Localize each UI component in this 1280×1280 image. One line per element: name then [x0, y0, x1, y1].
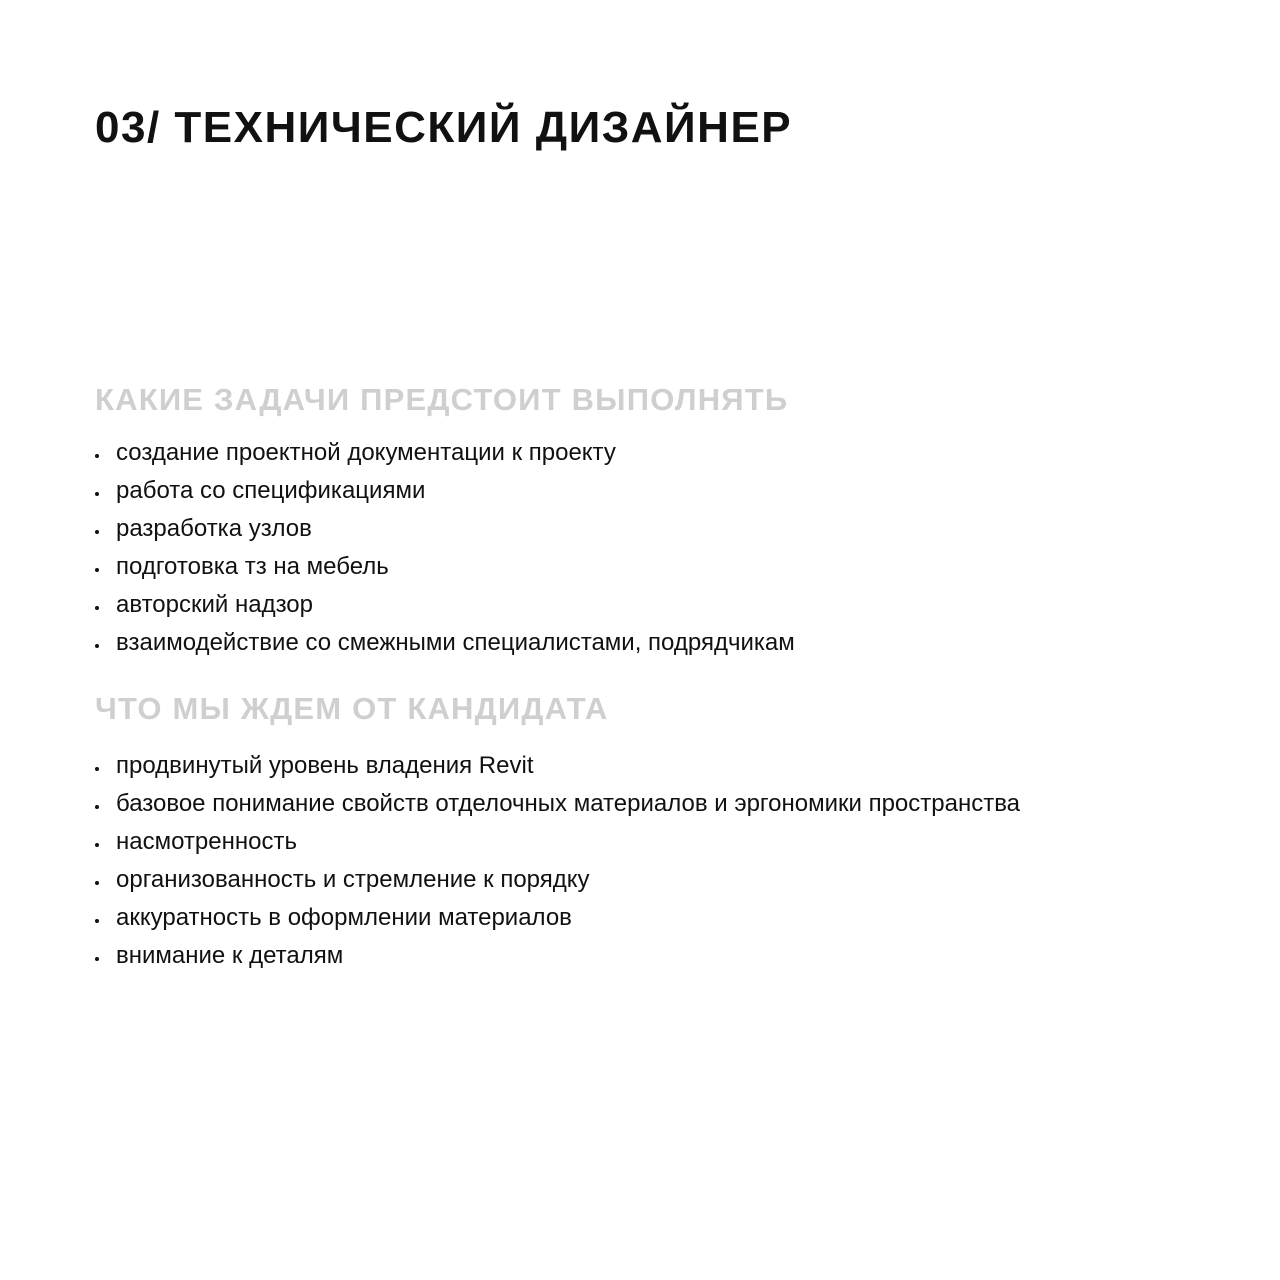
requirements-heading: ЧТО МЫ ЖДЕМ ОТ КАНДИДАТА — [95, 691, 609, 726]
tasks-section — [95, 380, 795, 662]
bullet-icon — [95, 454, 99, 458]
list-item — [95, 434, 795, 472]
bullet-icon — [95, 530, 99, 534]
list-item — [95, 823, 1020, 861]
tasks-list — [95, 434, 795, 662]
requirements-list — [95, 747, 1020, 975]
list-item — [95, 937, 1020, 975]
list-item-text: продвинутый уровень владения Revit — [116, 752, 534, 779]
bullet-icon — [95, 805, 99, 809]
bullet-icon — [95, 568, 99, 572]
tasks-heading: КАКИЕ ЗАДАЧИ ПРЕДСТОИТ ВЫПОЛНЯТЬ — [95, 382, 789, 417]
list-item-text: аккуратность в оформлении материалов — [116, 904, 572, 931]
list-item-text: организованность и стремление к порядку — [116, 866, 590, 893]
list-item-text: взаимодействие со смежными специалистами, подрядчикам — [116, 629, 795, 656]
bullet-icon — [95, 606, 99, 610]
page-title: 03/ ТЕХНИЧЕСКИЙ ДИЗАЙНЕР — [95, 103, 793, 152]
list-item-text: создание проектной документации к проекту — [116, 439, 616, 466]
list-item-text: подготовка тз на мебель — [116, 553, 389, 580]
requirements-section — [95, 689, 1020, 975]
bullet-icon — [95, 644, 99, 648]
bullet-icon — [95, 919, 99, 923]
list-item — [95, 861, 1020, 899]
list-item-text: базовое понимание свойств отделочных материалов и эргономики пространства — [116, 790, 1021, 817]
bullet-icon — [95, 957, 99, 961]
list-item-text: внимание к деталям — [116, 942, 344, 969]
bullet-icon — [95, 881, 99, 885]
list-item — [95, 785, 1020, 823]
list-item-text: авторский надзор — [116, 591, 314, 618]
bullet-icon — [95, 492, 99, 496]
bullet-icon — [95, 767, 99, 771]
list-item — [95, 624, 795, 662]
list-item — [95, 747, 1020, 785]
list-item — [95, 899, 1020, 937]
list-item-text: работа со спецификациями — [116, 477, 426, 504]
list-item — [95, 510, 795, 548]
list-item-text: насмотренность — [116, 828, 297, 855]
bullet-icon — [95, 843, 99, 847]
list-item — [95, 586, 795, 624]
list-item — [95, 472, 795, 510]
list-item-text: разработка узлов — [116, 515, 312, 542]
list-item — [95, 548, 795, 586]
